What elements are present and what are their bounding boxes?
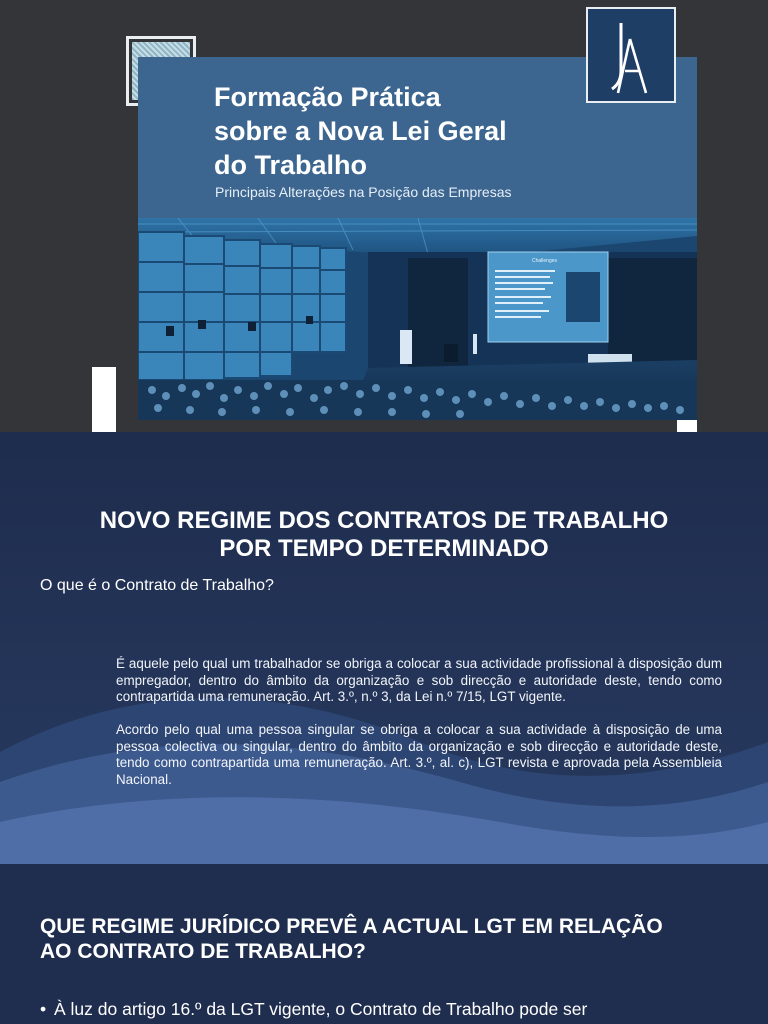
slide-cover: [0, 0, 768, 432]
question-subheading: O que é o Contrato de Trabalho?: [40, 577, 274, 594]
auditorium-photo: [138, 218, 697, 420]
slide-heading-line-1: NOVO REGIME DOS CONTRATOS DE TRABALHO: [99, 507, 669, 534]
cover-title: [214, 80, 507, 182]
bullet-dot-icon: •: [40, 999, 47, 1019]
slide-heading-line-2: POR TEMPO DETERMINADO: [219, 535, 549, 562]
cover-subtitle: Principais Alterações na Posição das Empresas: [215, 184, 512, 200]
decorative-square: [677, 420, 697, 432]
slide-heading: [40, 914, 740, 964]
screen-heading: Challenges: [532, 258, 558, 264]
slide-heading-line-1: QUE REGIME JURÍDICO PREVÊ A ACTUAL LGT EM RELAÇÃO: [40, 915, 663, 938]
la-monogram-icon: [586, 7, 676, 103]
bullet-text: À luz do artigo 16.º da LGT vigente, o Contrato de Trabalho pode ser: [54, 999, 588, 1019]
slide-heading-line-2: AO CONTRATO DE TRABALHO?: [40, 940, 366, 963]
slide-heading: [0, 507, 768, 563]
definition-paragraph-current: É aquele pelo qual um trabalhador se obriga a colocar a sua actividade profissional à disposição dum empregador, dentro do âmbito da organização e sob direcção e autoridade deste, tendo como contrapartida uma remuneração. Art. 3.º, n.º 3, da Lei n.º 7/15, LGT vigente.: [116, 656, 722, 704]
decorative-bar: [92, 367, 116, 432]
slide-contract-definition: [0, 432, 768, 864]
definition-paragraph-revised: Acordo pelo qual uma pessoa singular se obriga a colocar a sua actividade à disposição de uma pessoa colectiva ou singular, dentro do âmbito da organização e sob direcção e autoridade deste, tendo como contrapartida uma remuneração. Art. 3.º, al. c), LGT revista e aprovada pela Assembleia Nacional.: [116, 722, 722, 787]
bullet-item: [40, 997, 728, 1021]
slide-legal-regime: [0, 864, 768, 1024]
cover-title-line-3: do Trabalho: [214, 150, 368, 180]
cover-title-line-2: sobre a Nova Lei Geral: [214, 116, 507, 146]
cover-title-line-1: Formação Prática: [214, 82, 441, 112]
